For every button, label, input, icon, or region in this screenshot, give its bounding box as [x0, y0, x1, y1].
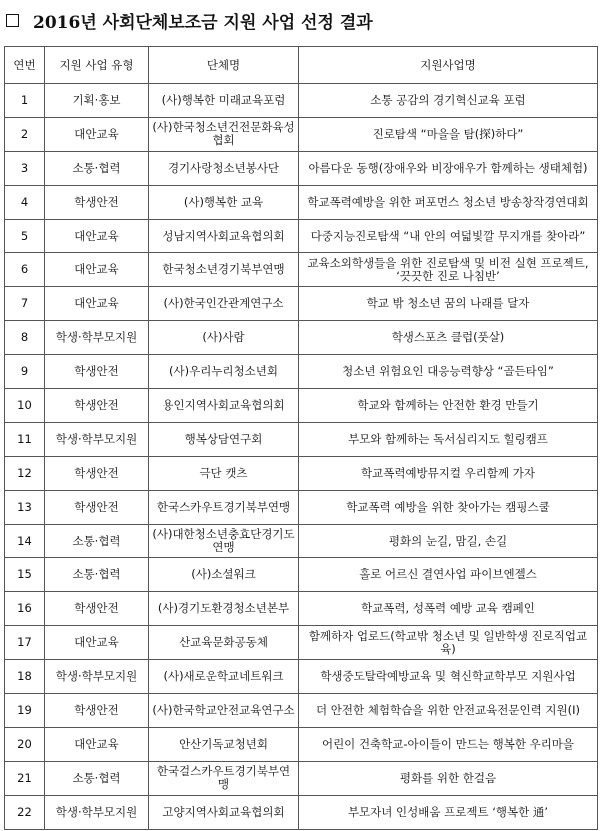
cell-org: 행복상담연구회	[149, 422, 299, 456]
cell-type: 대안교육	[45, 253, 149, 287]
table-row	[5, 558, 598, 592]
cell-org: 한국청소년경기북부연맹	[149, 253, 299, 287]
cell-no: 17	[5, 626, 45, 660]
cell-project: 아름다운 동행(장애우와 비장애우가 함께하는 생태체험)	[299, 151, 598, 185]
table-row	[5, 727, 598, 761]
table-row	[5, 626, 598, 660]
header-project: 지원사업명	[299, 47, 598, 84]
cell-org: 한국걸스카우트경기북부연맹	[149, 761, 299, 795]
cell-no: 11	[5, 422, 45, 456]
cell-project: 학교폭력예방뮤지컬 우리함께 가자	[299, 456, 598, 490]
cell-org: (사)경기도환경청소년본부	[149, 592, 299, 626]
cell-no: 8	[5, 321, 45, 355]
table-row	[5, 185, 598, 219]
cell-no: 12	[5, 456, 45, 490]
table-row	[5, 219, 598, 253]
cell-no: 21	[5, 761, 45, 795]
table-header-row	[5, 47, 598, 84]
cell-org: 한국스카우트경기북부연맹	[149, 490, 299, 524]
cell-project: 학생스포츠 클럽(풋살)	[299, 321, 598, 355]
cell-org: 용인지역사회교육협의회	[149, 389, 299, 423]
cell-no: 10	[5, 389, 45, 423]
cell-no: 4	[5, 185, 45, 219]
cell-no: 14	[5, 524, 45, 558]
table-row	[5, 389, 598, 423]
table-body	[5, 84, 598, 830]
cell-project: 청소년 위험요인 대응능력향상 “골든타임”	[299, 355, 598, 389]
cell-project: 평화의 눈길, 맘길, 손길	[299, 524, 598, 558]
cell-org: 안산기독교청년회	[149, 727, 299, 761]
cell-no: 6	[5, 253, 45, 287]
title-text: 2016년 사회단체보조금 지원 사업 선정 결과	[33, 13, 373, 33]
cell-org: 극단 캣츠	[149, 456, 299, 490]
cell-org: (사)한국학교안전교육연구소	[149, 694, 299, 728]
cell-project: 학교와 함께하는 안전한 환경 만들기	[299, 389, 598, 423]
table-row	[5, 355, 598, 389]
cell-no: 2	[5, 117, 45, 151]
header-no: 연번	[5, 47, 45, 84]
table-row	[5, 761, 598, 795]
cell-type: 학생·학부모지원	[45, 321, 149, 355]
table-row	[5, 456, 598, 490]
cell-no: 20	[5, 727, 45, 761]
cell-org: (사)행복한 미래교육포럼	[149, 84, 299, 118]
header-org: 단체명	[149, 47, 299, 84]
cell-project: 학교폭력, 성폭력 예방 교육 캠페인	[299, 592, 598, 626]
cell-type: 학생안전	[45, 389, 149, 423]
cell-type: 소통·협력	[45, 558, 149, 592]
cell-type: 기획·홍보	[45, 84, 149, 118]
cell-org: (사)우리누리청소년회	[149, 355, 299, 389]
cell-type: 소통·협력	[45, 761, 149, 795]
cell-no: 15	[5, 558, 45, 592]
cell-org: (사)한국인간관계연구소	[149, 287, 299, 321]
cell-no: 13	[5, 490, 45, 524]
table-row	[5, 253, 598, 287]
table-row	[5, 660, 598, 694]
cell-no: 16	[5, 592, 45, 626]
table-row	[5, 151, 598, 185]
table-row	[5, 84, 598, 118]
cell-type: 소통·협력	[45, 524, 149, 558]
cell-project: 소통 공감의 경기혁신교육 포럼	[299, 84, 598, 118]
cell-no: 1	[5, 84, 45, 118]
cell-project: 학교폭력 예방을 위한 찾아가는 캠핑스쿨	[299, 490, 598, 524]
cell-project: 부모자녀 인성배움 프로젝트 ‘행복한 通’	[299, 795, 598, 829]
cell-project: 함께하자 업로드(학교밖 청소년 및 일반학생 진로직업교육)	[299, 626, 598, 660]
cell-type: 학생안전	[45, 185, 149, 219]
cell-project: 학교 밖 청소년 꿈의 나래를 달자	[299, 287, 598, 321]
square-bullet-icon	[6, 14, 19, 27]
cell-type: 학생·학부모지원	[45, 795, 149, 829]
cell-project: 진로탐색 “마을을 탐(探)하다”	[299, 117, 598, 151]
cell-project: 어린이 건축학교-아이들이 만드는 행복한 우리마을	[299, 727, 598, 761]
cell-project: 학생중도탈락예방교육 및 혁신학교학부모 지원사업	[299, 660, 598, 694]
cell-no: 5	[5, 219, 45, 253]
table-row	[5, 795, 598, 829]
cell-org: (사)새로운학교네트워크	[149, 660, 299, 694]
cell-org: (사)사람	[149, 321, 299, 355]
cell-type: 대안교육	[45, 219, 149, 253]
cell-no: 18	[5, 660, 45, 694]
cell-project: 학교폭력예방을 위한 퍼포먼스 청소년 방송창작경연대회	[299, 185, 598, 219]
cell-project: 홀로 어르신 결연사업 파이브엔젤스	[299, 558, 598, 592]
cell-org: (사)소셜워크	[149, 558, 299, 592]
cell-org: 산교육문화공동체	[149, 626, 299, 660]
table-row	[5, 524, 598, 558]
results-table	[4, 46, 598, 830]
cell-type: 대안교육	[45, 117, 149, 151]
cell-type: 학생안전	[45, 456, 149, 490]
cell-type: 대안교육	[45, 626, 149, 660]
cell-no: 9	[5, 355, 45, 389]
cell-project: 다중지능진로탐색 “내 안의 여덟빛깔 무지개를 찾아라”	[299, 219, 598, 253]
header-type: 지원 사업 유형	[45, 47, 149, 84]
cell-org: 고양지역사회교육협의회	[149, 795, 299, 829]
cell-no: 7	[5, 287, 45, 321]
cell-org: (사)행복한 교육	[149, 185, 299, 219]
cell-no: 3	[5, 151, 45, 185]
cell-type: 소통·협력	[45, 151, 149, 185]
cell-type: 대안교육	[45, 727, 149, 761]
table-row	[5, 321, 598, 355]
cell-org: 경기사랑청소년봉사단	[149, 151, 299, 185]
cell-project: 평화를 위한 한걸음	[299, 761, 598, 795]
table-row	[5, 422, 598, 456]
cell-project: 더 안전한 체험학습을 위한 안전교육전문인력 지원(Ⅰ)	[299, 694, 598, 728]
cell-type: 학생안전	[45, 694, 149, 728]
cell-org: (사)대한청소년충효단경기도연맹	[149, 524, 299, 558]
cell-type: 대안교육	[45, 287, 149, 321]
cell-type: 학생·학부모지원	[45, 422, 149, 456]
cell-type: 학생안전	[45, 355, 149, 389]
cell-project: 부모와 함께하는 독서심리지도 힐링캠프	[299, 422, 598, 456]
cell-no: 19	[5, 694, 45, 728]
cell-org: 성남지역사회교육협의회	[149, 219, 299, 253]
table-row	[5, 490, 598, 524]
cell-type: 학생안전	[45, 490, 149, 524]
table-row	[5, 117, 598, 151]
table-row	[5, 287, 598, 321]
cell-project: 교육소외학생들을 위한 진로탐색 및 비전 실현 프로젝트, ‘끗끗한 진로 나침반’	[299, 253, 598, 287]
table-row	[5, 592, 598, 626]
document-title	[6, 8, 373, 38]
cell-org: (사)한국청소년건전문화육성협회	[149, 117, 299, 151]
cell-no: 22	[5, 795, 45, 829]
table-row	[5, 694, 598, 728]
cell-type: 학생안전	[45, 592, 149, 626]
cell-type: 학생·학부모지원	[45, 660, 149, 694]
